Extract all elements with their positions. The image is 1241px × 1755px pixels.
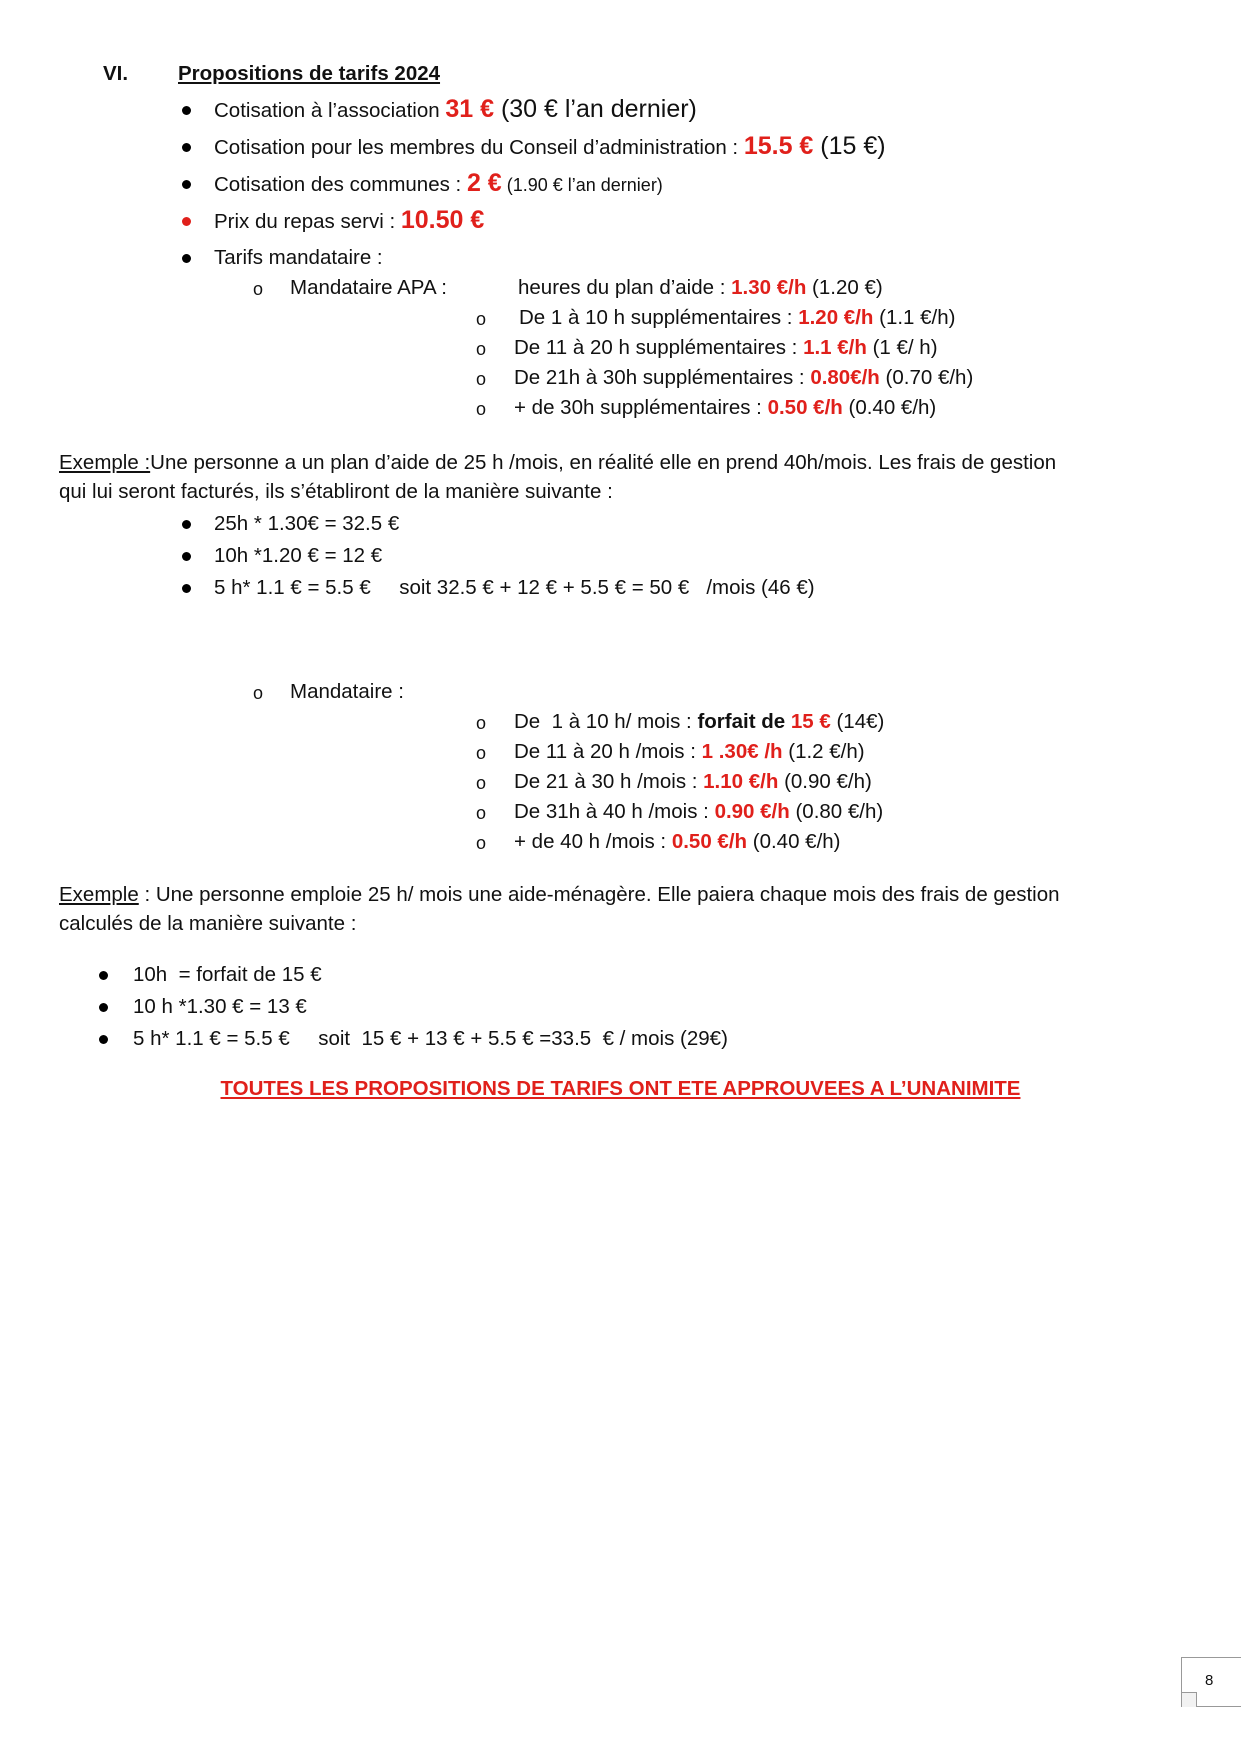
bullet-icon xyxy=(182,552,191,561)
example2-item: 10 h *1.30 € = 13 € xyxy=(133,995,307,1018)
circle-bullet-icon: o xyxy=(476,803,487,823)
bullet-icon xyxy=(182,143,191,152)
circle-bullet-icon: o xyxy=(476,743,487,763)
apa-row: De 21h à 30h supplémentaires : 0.80€/h (0.70 €/h) xyxy=(514,366,974,389)
apa-row: heures du plan d’aide : 1.30 €/h (1.20 €) xyxy=(518,276,883,299)
bullet-icon xyxy=(99,1035,108,1044)
bullet-icon xyxy=(182,106,191,115)
example2-line2: calculés de la manière suivante : xyxy=(59,912,357,935)
bullet-icon xyxy=(99,971,108,980)
circle-bullet-icon: o xyxy=(476,309,487,329)
circle-bullet-icon: o xyxy=(476,713,487,733)
mandataire-row: De 21 à 30 h /mois : 1.10 €/h (0.90 €/h) xyxy=(514,770,872,793)
apa-row: De 1 à 10 h supplémentaires : 1.20 €/h (1.1 €/h) xyxy=(519,306,956,329)
circle-bullet-icon: o xyxy=(253,683,264,703)
mandataire-label: Mandataire : xyxy=(290,680,404,703)
circle-bullet-icon: o xyxy=(476,773,487,793)
bullet-tarifs-mandataire: Tarifs mandataire : xyxy=(214,246,383,269)
circle-bullet-icon: o xyxy=(476,369,487,389)
example1-item: 10h *1.20 € = 12 € xyxy=(214,544,383,567)
mandataire-row: De 31h à 40 h /mois : 0.90 €/h (0.80 €/h) xyxy=(514,800,884,823)
bullet-icon xyxy=(99,1003,108,1012)
bullet-icon xyxy=(182,520,191,529)
conclusion-text: TOUTES LES PROPOSITIONS DE TARIFS ONT ETE APPROUVEES A L’UNANIMITE xyxy=(220,1077,1021,1100)
circle-bullet-icon: o xyxy=(476,833,487,853)
example1-item: 5 h* 1.1 € = 5.5 € soit 32.5 € + 12 € + 5.5 € = 50 € /mois (46 €) xyxy=(214,576,815,599)
section-title: Propositions de tarifs 2024 xyxy=(178,62,441,85)
bullet-cotisation-communes: Cotisation des communes : 2 € (1.90 € l’an dernier) xyxy=(214,169,663,197)
section-number: VI. xyxy=(103,62,129,85)
example2-item: 10h = forfait de 15 € xyxy=(133,963,322,986)
page-fold-icon xyxy=(1182,1692,1197,1707)
bullet-icon xyxy=(182,584,191,593)
example2-line1: Exemple : Une personne emploie 25 h/ mois une aide-ménagère. Elle paiera chaque mois des frais de gestion xyxy=(59,883,1060,906)
mandataire-row: De 11 à 20 h /mois : 1 .30€ /h (1.2 €/h) xyxy=(514,740,865,763)
bullet-icon xyxy=(182,254,191,263)
circle-bullet-icon: o xyxy=(476,399,487,419)
bullet-cotisation-association: Cotisation à l’association 31 € (30 € l’an dernier) xyxy=(214,95,697,123)
mandataire-row: De 1 à 10 h/ mois : forfait de 15 € (14€) xyxy=(514,710,885,733)
apa-label: Mandataire APA : xyxy=(290,276,447,299)
example2-item: 5 h* 1.1 € = 5.5 € soit 15 € + 13 € + 5.5 € =33.5 € / mois (29€) xyxy=(133,1027,728,1050)
apa-row: De 11 à 20 h supplémentaires : 1.1 €/h (1 €/ h) xyxy=(514,336,938,359)
page-number: 8 xyxy=(1205,1672,1214,1689)
bullet-icon xyxy=(182,217,191,226)
circle-bullet-icon: o xyxy=(476,339,487,359)
example1-line1: Exemple :Une personne a un plan d’aide de 25 h /mois, en réalité elle en prend 40h/mois. Les frais de gestion xyxy=(59,451,1057,474)
bullet-icon xyxy=(182,180,191,189)
example1-line2: qui lui seront facturés, ils s’établiront de la manière suivante : xyxy=(59,480,613,503)
bullet-cotisation-conseil: Cotisation pour les membres du Conseil d’administration : 15.5 € (15 €) xyxy=(214,132,886,160)
apa-row: + de 30h supplémentaires : 0.50 €/h (0.40 €/h) xyxy=(514,396,937,419)
example1-item: 25h * 1.30€ = 32.5 € xyxy=(214,512,400,535)
mandataire-row: + de 40 h /mois : 0.50 €/h (0.40 €/h) xyxy=(514,830,841,853)
bullet-prix-repas: Prix du repas servi : 10.50 € xyxy=(214,206,485,234)
circle-bullet-icon: o xyxy=(253,279,264,299)
